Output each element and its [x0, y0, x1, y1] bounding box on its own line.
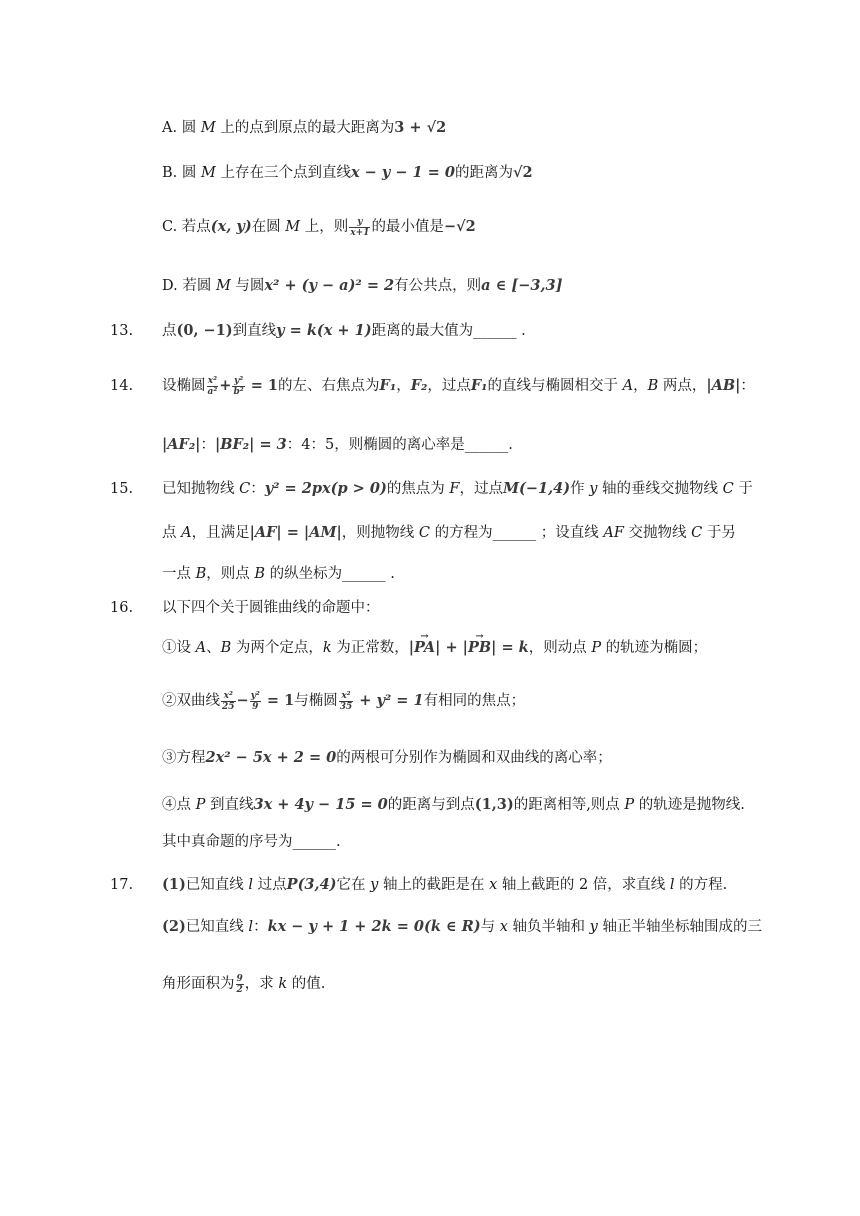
question-number: 17. — [110, 877, 134, 893]
question-14-line-1: 设椭圆 $\frac{\text{x²}}{\text{a²}}$ + $\frac{\text{y²}}{\text{b²}}$ = 1的左、右焦点为F₁，F₂，过点F₁的直线与椭圆相交于 A，B 两点，|AB|： — [162, 375, 755, 397]
option-a: A. 圆 M 上的点到原点的最大距离为3 + √2 — [162, 119, 447, 136]
question-13: 点(0, −1)到直线y = k(x + 1)距离的最大值为______ . — [162, 322, 526, 339]
option-d: D. 若圆 M 与圆x² + (y − a)² = 2有公共点，则a ∈ [−3,3] — [162, 277, 563, 294]
question-number: 16. — [110, 600, 134, 616]
statement-4: ④点 P 到直线3x + 4y − 15 = 0的距离与到点(1,3)的距离相等,则点 P 的轨迹是抛物线. — [162, 796, 745, 813]
math-expression: y = k(x + 1) — [276, 322, 372, 339]
option-b: B. 圆 M 上存在三个点到直线x − y − 1 = 0的距离为√2 — [162, 164, 533, 181]
question-17-part-2-cont: 角形面积为 $\frac{9}{2}$ ，求 k 的值. — [162, 973, 326, 995]
question-number: 14. — [110, 378, 134, 394]
math-expression: −√2 — [443, 218, 476, 235]
fraction: $\frac{y}{x+1}$ — [350, 216, 370, 238]
math-expression: (0, −1) — [176, 322, 233, 339]
math-expression: a ∈ [−3,3] — [481, 277, 563, 294]
option-c: C. 若点(x, y)在圆 M 上，则 $\frac{y}{x+1}$ 的最小值是−√2 — [162, 216, 476, 238]
question-15-line-2: 点 A，且满足|AF| = |AM|，则抛物线 C 的方程为______ ；设直线 AF 交抛物线 C 于另 — [162, 524, 736, 541]
fraction: $\frac{\text{y²}}{9}$ — [250, 690, 260, 712]
statement-2: ②双曲线 $\frac{\text{x²}}{25}$ − $\frac{\text{y²}}{9}$ = 1与椭圆 $\frac{\text{x²}}{35}$ + y² = 1有相同的焦点； — [162, 690, 526, 712]
question-16-conclusion: 其中真命题的序号为______. — [162, 834, 341, 850]
math-expression: M(−1,4) — [502, 480, 571, 497]
math-expression: (1,3) — [474, 796, 514, 813]
math-expression: (x, y) — [210, 218, 252, 235]
option-label: A. — [162, 120, 178, 136]
question-15-line-3: 一点 B，则点 B 的纵坐标为______ . — [162, 566, 395, 582]
question-14-line-2: |AF₂|：|BF₂| = 3：4：5，则椭圆的离心率是______. — [162, 436, 513, 453]
question-17-part-2: (2)已知直线 l：kx − y + 1 + 2k = 0(k ∈ R)与 x 轴负半轴和 y 轴正半轴坐标轴围成的三 — [162, 918, 762, 935]
math-expression: y² = 2px(p > 0) — [264, 480, 387, 497]
fraction: $\frac{\text{x²}}{\text{a²}}$ — [207, 375, 218, 397]
question-16-intro: 以下四个关于圆锥曲线的命题中： — [162, 600, 380, 616]
fraction: $\frac{\text{y²}}{\text{b²}}$ — [233, 375, 244, 397]
fraction: $\frac{\text{x²}}{35}$ — [339, 690, 353, 712]
statement-3: ③方程2x² − 5x + 2 = 0的两根可分别作为椭圆和双曲线的离心率； — [162, 749, 612, 766]
math-expression: √2 — [512, 164, 533, 181]
option-label: B. — [162, 165, 178, 181]
question-15-line-1: 已知抛物线 C：y² = 2px(p > 0)的焦点为 F，过点M(−1,4)作 y 轴的垂线交抛物线 C 于 — [162, 480, 753, 497]
math-expression: x − y − 1 = 0 — [350, 164, 455, 181]
math-expression: x² + (y − a)² = 2 — [264, 277, 395, 294]
fraction: $\frac{\text{x²}}{25}$ — [222, 690, 235, 712]
math-expression: 2x² − 5x + 2 = 0 — [205, 749, 337, 766]
question-17-part-1: (1)已知直线 l 过点P(3,4)它在 y 轴上的截距是在 x 轴上截距的 2 倍，求直线 l 的方程. — [162, 876, 728, 893]
option-label: C. — [162, 219, 178, 235]
option-label: D. — [162, 278, 178, 294]
math-expression: |AF| = |AM| — [249, 524, 342, 541]
math-expression: 3x + 4y − 15 = 0 — [253, 796, 388, 813]
question-number: 15. — [110, 481, 134, 497]
math-expression: kx − y + 1 + 2k = 0(k ∈ R) — [267, 918, 481, 935]
fraction: $\frac{9}{2}$ — [236, 973, 243, 995]
question-number: 13. — [110, 323, 134, 339]
math-expression: 3 + √2 — [394, 119, 447, 136]
math-expression: P(3,4) — [286, 876, 337, 893]
statement-1: ①设 A、B 为两个定点，k 为正常数，|→ PA| + |→ PB| = k，则动点 P 的轨迹为椭圆； — [162, 637, 707, 659]
